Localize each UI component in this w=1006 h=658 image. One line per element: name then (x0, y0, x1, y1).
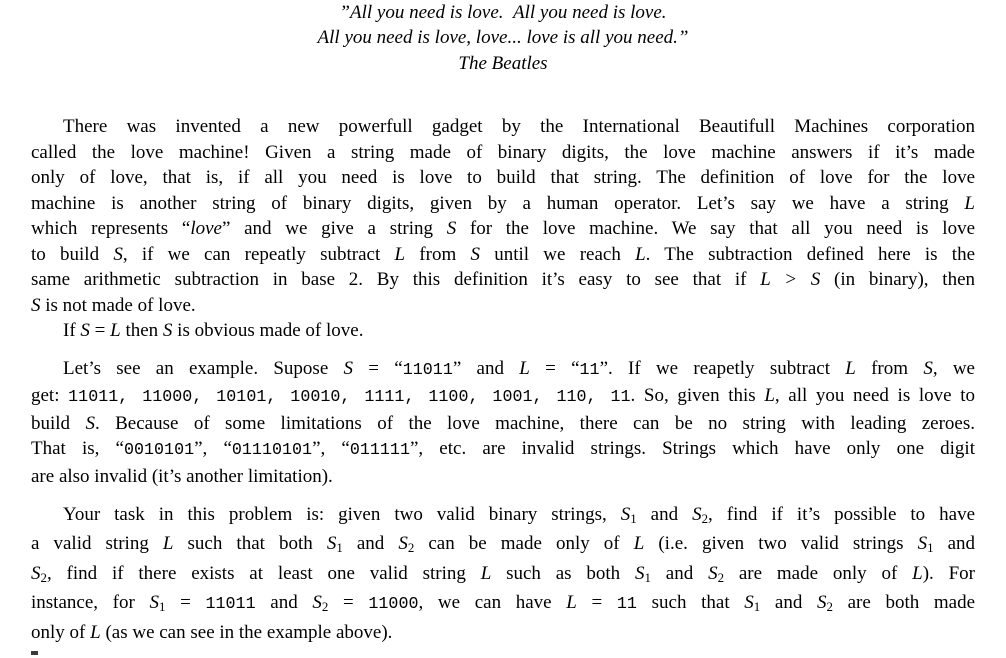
text-segment: = (328, 592, 369, 614)
subscript: 2 (826, 599, 833, 615)
math-variable: L (764, 385, 775, 407)
math-variable: L (635, 243, 646, 265)
cut-off-footnote-mark (31, 651, 38, 655)
text-segment: (in binary), then (820, 269, 975, 291)
binary-string: 011111 (349, 441, 410, 461)
text-segment: There was invented a new powerfull gadget by the International Beautifull Machines corporation (63, 116, 975, 138)
binary-string: 11 (616, 595, 637, 615)
math-variable: S (326, 533, 337, 555)
text-segment: , find if it’s possible to have (708, 503, 976, 525)
text-line (31, 411, 975, 436)
text-segment: only of love, that is, if all you need is love to build that string. The definition of love for the love (31, 167, 975, 189)
text-line (31, 191, 975, 216)
text-segment: are also invalid (it’s another limitation). (31, 465, 333, 487)
text-segment: and (650, 562, 709, 584)
paragraph (31, 114, 975, 318)
text-segment: such as both (491, 562, 636, 584)
text-segment: = (165, 592, 206, 614)
math-variable: S (692, 503, 702, 525)
text-segment: such that both (173, 533, 327, 555)
text-segment: from (855, 357, 924, 379)
text-line (31, 436, 975, 463)
math-variable: S (817, 592, 827, 614)
text-segment: (as we can see in the example above). (100, 621, 393, 643)
math-variable: S (31, 562, 41, 584)
binary-string: 0010101 (123, 441, 195, 461)
binary-string: 11011, 11000, 10101, 10010, 1111, 1100, 1001, 110, 11 (68, 388, 631, 408)
epigraph (31, 0, 975, 76)
epigraph-attribution: The Beatles (458, 52, 548, 74)
text-segment: . So, given this (630, 385, 765, 407)
text-line (31, 464, 975, 489)
subscript: 1 (158, 599, 166, 615)
math-variable: S (113, 243, 123, 265)
subscript: 1 (927, 540, 934, 556)
math-variable: L (110, 319, 121, 341)
text-line (31, 267, 975, 292)
binary-string: 11011 (205, 595, 256, 615)
text-segment: are both made (832, 592, 976, 614)
text-segment: and (636, 503, 693, 525)
math-variable: L (519, 357, 530, 379)
text-segment: then (120, 319, 163, 341)
text-segment: (i.e. given two valid strings (644, 533, 918, 555)
math-variable: L (845, 357, 856, 379)
text-segment: get: (31, 385, 69, 407)
text-segment: ” and we give a string (221, 218, 447, 240)
text-segment: , all you need is love to (774, 385, 975, 407)
text-segment: such that (636, 592, 745, 614)
paragraph (31, 356, 975, 489)
text-segment: = (576, 592, 617, 614)
math-variable: L (566, 592, 577, 614)
math-variable: S (31, 294, 41, 316)
text-line (31, 356, 975, 383)
text-segment: ”, etc. are invalid strings. Strings which have only one digit (409, 438, 975, 460)
math-variable: L (162, 533, 174, 555)
text-segment: instance, for (31, 592, 150, 614)
math-variable: S (470, 243, 480, 265)
text-segment: ” and (452, 357, 520, 379)
text-segment: a valid string (31, 533, 163, 555)
binary-string: 11011 (402, 360, 453, 380)
subscript: 2 (407, 540, 415, 556)
paragraph (31, 502, 975, 646)
text-segment: If (63, 319, 81, 341)
math-variable: love (190, 218, 222, 240)
text-line (31, 383, 975, 410)
text-segment: until we reach (479, 243, 636, 265)
subscript: 1 (630, 510, 637, 526)
text-line (31, 561, 975, 591)
text-segment: ”, “ (194, 438, 232, 460)
text-segment: is obvious made of love. (172, 319, 364, 341)
epigraph-line: ”All you need is love. All you need is love. (339, 2, 667, 23)
epigraph-line: All you need is love, love... love is all you need.” (317, 27, 689, 49)
math-variable: S (744, 592, 754, 614)
math-variable: S (917, 533, 928, 555)
text-segment: are made only of (724, 562, 913, 584)
text-segment: , we (932, 357, 975, 379)
text-segment: for the love machine. We say that all you need is love (456, 218, 975, 240)
problem-statement (31, 114, 975, 645)
text-line (31, 531, 975, 561)
text-segment: = (89, 319, 111, 341)
math-variable: S (312, 592, 322, 614)
text-line (31, 590, 975, 620)
subscript: 1 (644, 569, 651, 585)
text-segment: from (405, 243, 471, 265)
math-variable: S (923, 357, 933, 379)
text-segment: . Because of some limitations of the love machine, there can be no string with leading zeroes. (94, 412, 975, 434)
text-segment: is not made of love. (40, 294, 196, 316)
text-segment: , find if there exists at least one valid string (46, 562, 481, 584)
subscript: 1 (753, 599, 761, 615)
text-segment: only of (31, 621, 91, 643)
text-segment: and (760, 592, 817, 614)
text-segment: Let’s see an example. Supose (63, 357, 344, 379)
text-segment: Your task in this problem is: given two valid binary strings, (63, 503, 621, 525)
math-variable: L (394, 243, 406, 265)
text-segment: and (933, 533, 976, 555)
text-segment: machine is another string of binary digits, given by a human operator. Let’s say we have a string (31, 192, 965, 214)
text-segment: = “ (353, 357, 403, 379)
paragraph (31, 318, 975, 343)
text-segment: . The subtraction defined here is the (645, 243, 975, 265)
text-line (31, 216, 975, 241)
text-segment: = “ (529, 357, 580, 379)
math-variable: L (90, 621, 101, 643)
math-variable: S (85, 412, 95, 434)
math-variable: S (162, 319, 173, 341)
text-segment: ). For (922, 562, 975, 584)
text-segment: ”, “ (312, 438, 350, 460)
math-variable: S (620, 503, 631, 525)
text-segment: ”. If we reapetly subtract (599, 357, 846, 379)
text-segment: same arithmetic subtraction in base 2. By this definition it’s easy to see that if (31, 269, 761, 291)
subscript: 2 (40, 569, 47, 585)
subscript: 2 (717, 569, 725, 585)
text-segment: , we can have (418, 592, 567, 614)
math-variable: L (964, 192, 975, 214)
math-variable: S (635, 562, 645, 584)
text-line (31, 114, 975, 139)
math-variable: L (480, 562, 492, 584)
text-line (31, 140, 975, 165)
math-variable: S (446, 218, 457, 240)
math-variable: S (343, 357, 354, 379)
binary-string: 11 (579, 360, 600, 380)
text-segment: which represents “ (31, 218, 191, 240)
binary-string: 01110101 (231, 441, 313, 461)
math-variable: S (80, 319, 90, 341)
text-segment: and (255, 592, 313, 614)
text-segment: and (342, 533, 399, 555)
text-line (31, 318, 975, 343)
text-segment: can be made only of (414, 533, 634, 555)
text-line (31, 165, 975, 190)
text-line (31, 293, 975, 318)
binary-string: 11000 (368, 595, 419, 615)
math-variable: L (912, 562, 923, 584)
text-line (31, 620, 975, 645)
math-variable: S (708, 562, 718, 584)
math-variable: S (149, 592, 159, 614)
text-segment: , if we can repeatly subtract (122, 243, 395, 265)
text-segment: called the love machine! Given a string made of binary digits, the love machine answers if it’s made (31, 141, 975, 163)
subscript: 2 (701, 510, 709, 526)
text-line (31, 242, 975, 267)
math-variable: S (398, 533, 408, 555)
text-segment: to build (31, 243, 114, 265)
math-variable: L (633, 533, 645, 555)
text-segment: build (31, 412, 86, 434)
text-line (31, 502, 975, 532)
subscript: 1 (336, 540, 343, 556)
text-segment: That is, “ (31, 438, 124, 460)
math-variable: L > S (760, 269, 821, 291)
subscript: 2 (321, 599, 329, 615)
